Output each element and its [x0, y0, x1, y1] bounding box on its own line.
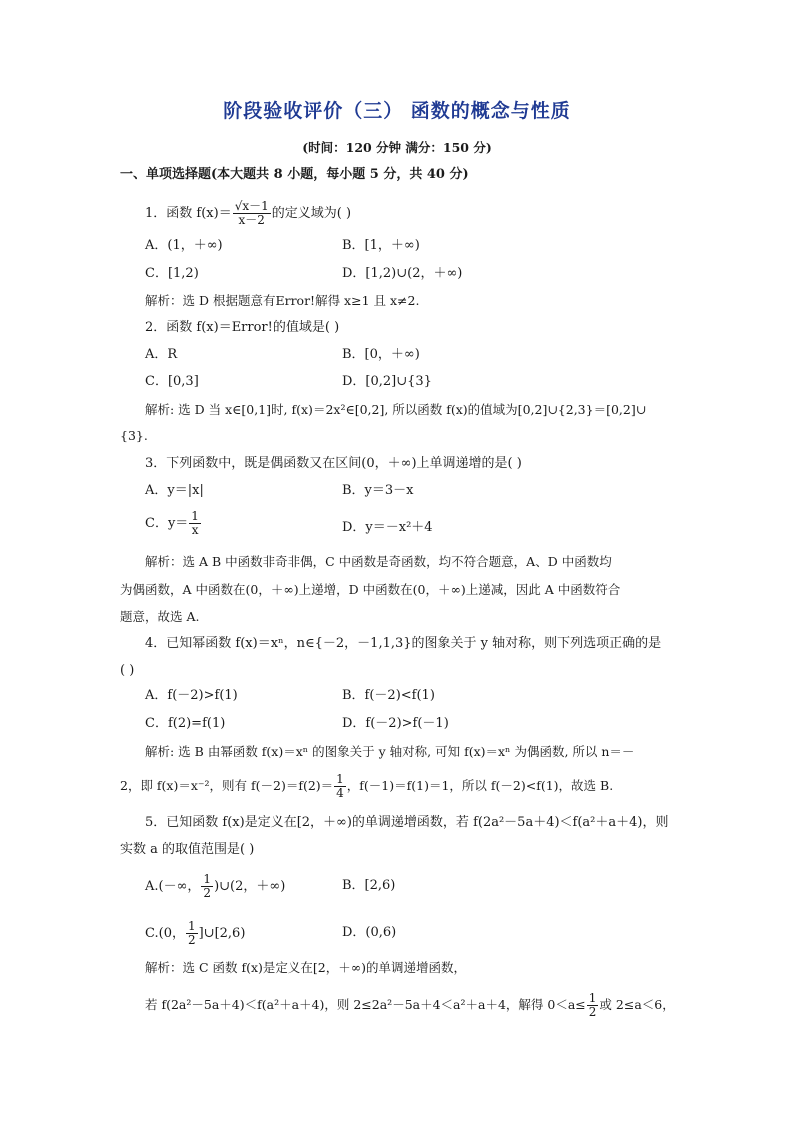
- q2-option-c: C．[0,3]: [145, 374, 199, 389]
- q4-option-a: A．f(－2)>f(1): [145, 688, 238, 703]
- q1-stem-post: 的定义域为( ): [271, 206, 352, 221]
- q4-ans-num: 1: [336, 772, 344, 786]
- q5-answer-pre: 若 f(2a²－5a＋4)＜f(a²＋a＋4)，则 2≤2a²－5a＋4＜a²＋a＋4，解得 0＜a≤: [145, 997, 586, 1012]
- question-5-stem-1: 5．已知函数 f(x)是定义在[2，＋∞)的单调递增函数，若 f(2a²－5a＋4)＜f(a²＋a＋4)，则: [145, 815, 669, 830]
- q2-option-d: D．[0,2]∪{3}: [342, 374, 432, 389]
- question-4-stem-2: ( ): [120, 663, 135, 678]
- question-3-stem: 3．下列函数中，既是偶函数又在区间(0，＋∞)上单调递增的是( ): [145, 456, 522, 471]
- q5-c-den: 2: [187, 933, 196, 947]
- q5-c-num: 1: [187, 919, 196, 933]
- q1-answer: 解析：选 D 根据题意有Error!解得 x≥1 且 x≠2.: [145, 293, 420, 308]
- q5-option-b: B．[2,6): [342, 878, 396, 893]
- q3-c-den: x: [191, 523, 199, 537]
- q1-option-d: D．[1,2)∪(2，＋∞): [342, 266, 463, 281]
- q5-c-post: ]∪[2,6): [198, 926, 246, 941]
- q5-c-pre: C.(0，: [145, 926, 185, 941]
- q5-option-c: [145, 920, 245, 947]
- q5-option-d: D．(0,6): [342, 925, 397, 940]
- q1-fraction: [233, 200, 271, 227]
- section-heading: 一、单项选择题(本大题共 8 小题，每小题 5 分，共 40 分): [120, 167, 469, 182]
- q5-answer-post: 或 2≤a＜6，: [599, 997, 675, 1012]
- q4-answer-line-1: 解析: 选 B 由幂函数 f(x)＝xⁿ 的图象关于 y 轴对称, 可知 f(x)＝xⁿ 为偶函数, 所以 n＝－: [145, 744, 635, 759]
- q5-a-fraction: [201, 873, 213, 900]
- q4-answer-post: ，f(－1)＝f(1)＝1，所以 f(－2)<f(1)，故选 B.: [346, 778, 614, 793]
- q4-option-d: D．f(－2)>f(－1): [342, 716, 449, 731]
- q1-stem-pre: 1．函数 f(x)＝: [145, 206, 232, 221]
- q5-c-fraction: [186, 920, 198, 947]
- q5-a-num: 1: [203, 872, 212, 886]
- q2-answer-line-2: {3}.: [120, 428, 148, 443]
- q5-a-den: 2: [203, 886, 212, 900]
- q5-answer-line-1: 解析：选 C 函数 f(x)是定义在[2，＋∞)的单调递增函数，: [145, 960, 467, 975]
- q5-ans-num: 1: [588, 991, 597, 1005]
- q4-option-b: B．f(－2)<f(1): [342, 688, 435, 703]
- q5-a-post: )∪(2，＋∞): [214, 879, 286, 894]
- question-2-stem: 2．函数 f(x)＝Error!的值域是( ): [145, 320, 340, 335]
- q4-answer-pre: 2，即 f(x)＝x⁻²，则有 f(－2)＝f(2)＝: [120, 778, 334, 793]
- q5-a-pre: A.(－∞，: [145, 879, 201, 894]
- q4-answer-fraction: [334, 773, 346, 800]
- q1-frac-den: x－2: [238, 213, 265, 227]
- q3-answer-line-1: 解析：选 A B 中函数非奇非偶，C 中函数是奇函数，均不符合题意，A、D 中函数均: [145, 554, 612, 569]
- q4-option-c: C．f(2)=f(1): [145, 716, 226, 731]
- q3-answer-line-3: 题意，故选 A.: [120, 609, 200, 624]
- q2-option-b: B．[0，＋∞): [342, 347, 420, 362]
- q5-answer-fraction: [587, 992, 599, 1019]
- q3-option-c: [145, 510, 202, 537]
- q2-answer-line-1: 解析: 选 D 当 x∈[0,1]时, f(x)＝2x²∈[0,2], 所以函数 f(x)的值域为[0,2]∪{2,3}＝[0,2]∪: [145, 402, 647, 417]
- q1-option-c: C．[1,2): [145, 266, 199, 281]
- q3-answer-line-2: 为偶函数，A 中函数在(0，＋∞)上递增，D 中函数在(0，＋∞)上递减，因此 A 中函数符合: [120, 582, 621, 597]
- q1-option-b: B．[1，＋∞): [342, 238, 420, 253]
- q1-option-a: A．(1，＋∞): [145, 238, 223, 253]
- page-title: 阶段验收评价（三） 函数的概念与性质: [223, 100, 571, 122]
- exam-info: (时间：120 分钟 满分：150 分): [302, 140, 492, 155]
- q3-option-c-fraction: [189, 510, 201, 537]
- question-5-stem-2: 实数 a 的取值范围是( ): [120, 842, 255, 857]
- q3-option-b: B．y＝3－x: [342, 483, 414, 498]
- q3-option-a: A．y＝|x|: [145, 483, 204, 498]
- q3-c-num: 1: [191, 509, 199, 523]
- q4-answer-line-2: [120, 773, 613, 800]
- q3-option-d: D．y＝－x²＋4: [342, 520, 433, 535]
- q5-option-a: [145, 873, 285, 900]
- q1-frac-num: √x－1: [234, 199, 269, 213]
- question-1-stem: [145, 200, 351, 227]
- q3-option-c-pre: C．y＝: [145, 516, 189, 531]
- q5-ans-den: 2: [588, 1005, 597, 1019]
- q4-ans-den: 4: [336, 786, 344, 800]
- q5-answer-line-2: [145, 992, 675, 1019]
- q2-option-a: A．R: [145, 347, 178, 362]
- question-4-stem-1: 4．已知幂函数 f(x)＝xⁿ，n∈{－2，－1,1,3}的图象关于 y 轴对称，则下列选项正确的是: [145, 636, 662, 651]
